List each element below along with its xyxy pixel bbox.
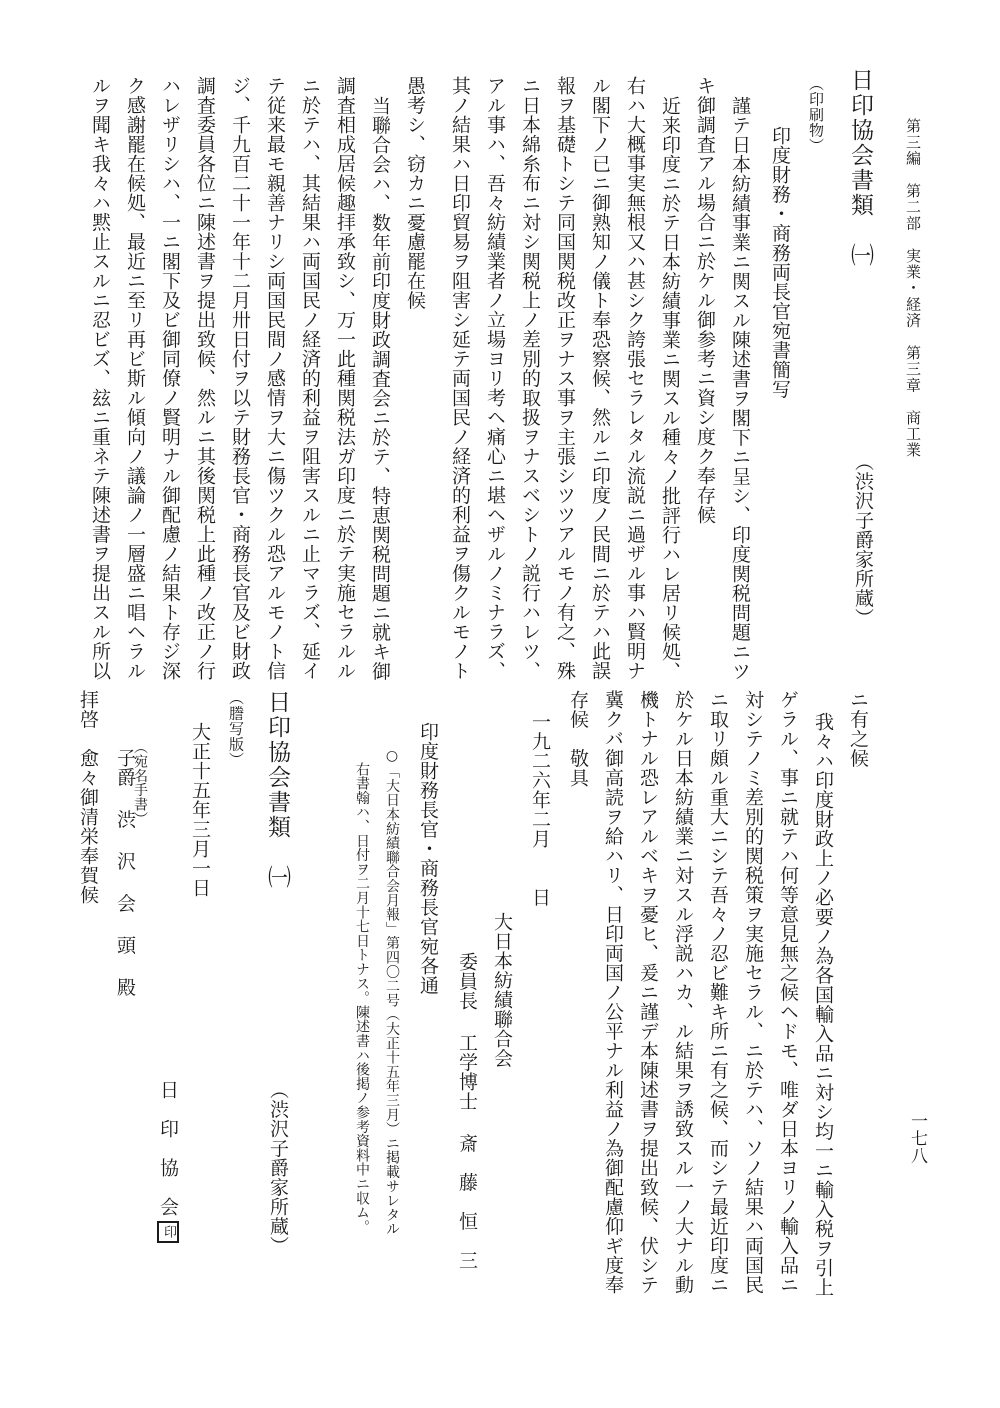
doc2-date: 大正十五年三月一日	[189, 722, 211, 898]
doc1-subtitle: 印度財務・商務両長官宛書簡写	[769, 126, 791, 399]
text-line: 我々ハ印度財政上ノ必要ノ為各国輸入品ニ対シ均一ニ輸入税ヲ引上	[812, 712, 834, 1297]
doc2-addressee: 子爵 渋 沢 会 頭 殿	[114, 748, 136, 997]
text-line: テ従来最モ親善ナリシ両国民間ノ感情ヲ大ニ傷ツクル恐アルモノト信	[264, 76, 286, 681]
doc1-note: ○「大日本紡績聯合会月報」第四〇二号（大正十五年三月）ニ掲載サレタル	[384, 748, 400, 1237]
text-line: ジ、千九百二十一年十二月卅日付ヲ以テ財務長官・商務長官及ビ財政	[229, 76, 251, 681]
text-line: 対シテノミ差別的関税策ヲ実施セラル、ニ於テハ、ソノ結果ハ両国民	[742, 690, 764, 1295]
text-line: ニ日本綿糸布ニ対シ関税上ノ差別的取扱ヲナスベシトノ説行ハレツ、	[519, 76, 541, 681]
text-line: ニ有之候	[847, 690, 869, 768]
text-line: ル閣下ノ已ニ御熟知ノ儀ト奉恐察候、然ルニ印度ノ民間ニ於テハ此誤	[589, 76, 611, 681]
text-line: キ御調査アル場合ニ於ケル御参考ニ資シ度ク奉存候	[694, 76, 716, 525]
doc1-sender-title: 委員長 工学博士 斎 藤 恒 三	[456, 952, 478, 1270]
doc2-kind: （謄写版）	[227, 690, 245, 768]
doc1-note: 右書翰ハ、日付ヲ二月十七日トナス。陳述書ハ後掲ノ参考資料中ニ収ム。	[354, 762, 370, 1234]
doc2-sender: 日 印 協 会印	[157, 1080, 179, 1243]
text-line: 謹テ日本紡績事業ニ関スル陳述書ヲ閣下ニ呈シ、印度関税問題ニツ	[729, 96, 751, 681]
doc1-sender-org: 大日本紡績聯合会	[491, 912, 513, 1068]
doc2-addr-label: （宛名手書）	[132, 740, 148, 826]
text-line: 其ノ結果ハ日印貿易ヲ阻害シ延テ両国民ノ経済的利益ヲ傷クルモノト	[449, 76, 471, 681]
doc2-source: （渋沢子爵家所蔵）	[267, 1080, 289, 1256]
doc2-greeting: 拝啓 愈々御清栄奉賀候	[77, 690, 99, 905]
text-line: 近来印度ニ於テ日本紡績事業ニ関スル種々ノ批評行ハレ居リ候処、	[659, 96, 681, 681]
text-line: 当聯合会ハ、数年前印度財政調査会ニ於テ、特恵関税問題ニ就キ御	[369, 96, 391, 681]
text-line: 存候 敬具	[567, 690, 589, 788]
text-line: 調査委員各位ニ陳述書ヲ提出致候、然ルニ其後関税上此種ノ改正ノ行	[194, 76, 216, 681]
doc1-kind: （印刷物）	[807, 76, 825, 154]
doc1-title: 日印協会書類 ㈠	[847, 68, 873, 268]
doc1-source: （渋沢子爵家所蔵）	[852, 452, 874, 628]
doc1-addressee: 印度財務長官・商務長官宛各通	[417, 722, 439, 995]
text-line: 報ヲ基礎トシテ同国関税改正ヲナス事ヲ主張シツツアルモノ有之、殊	[554, 76, 576, 681]
doc2-title: 日印協会書類 ㈠	[264, 690, 290, 890]
text-line: 冀クバ御高読ヲ給ハリ、日印両国ノ公平ナル利益ノ為御配慮仰ギ度奉	[602, 690, 624, 1295]
text-line: 右ハ大概事実無根又ハ甚シク誇張セラレタル流説ニ過ザル事ハ賢明ナ	[624, 76, 646, 681]
page-number: 一七八	[907, 1112, 927, 1165]
seal-stamp: 印	[157, 1221, 179, 1243]
text-line: ク感謝罷在候処、最近ニ至リ再ビ斯ル傾向ノ議論ノ一層盛ニ唱ヘラル	[124, 76, 146, 681]
text-line: 調査相成居候趣拝承致シ、万一此種関税法ガ印度ニ於テ実施セラルル	[334, 76, 356, 681]
text-line: 愚考シ、窃カニ憂慮罷在候	[404, 76, 426, 310]
running-head: 第三編 第二部 実業・経済 第三章 商工業	[904, 118, 922, 459]
text-line: 於ケル日本紡績業ニ対スル浮説ハカ、ル結果ヲ誘致スル一ノ大ナル動	[672, 690, 694, 1295]
text-line: ニ於テハ、其結果ハ両国民ノ経済的利益ヲ阻害スルニ止マラズ、延イ	[299, 76, 321, 681]
text-line: ゲラル、事ニ就テハ何等意見無之候ヘドモ、唯ダ日本ヨリノ輸入品ニ	[777, 690, 799, 1295]
text-line: アル事ハ、吾々紡績業者ノ立場ヨリ考ヘ痛心ニ堪ヘザルノミナラズ、	[484, 76, 506, 681]
text-line: ハレザリシハ、一ニ閣下及ビ御同僚ノ賢明ナル御配慮ノ結果ト存ジ深	[159, 76, 181, 681]
doc1-date: 一九二六年二月 日	[529, 712, 551, 907]
text-line: ニ取リ頗ル重大ニシテ吾々ノ忍ビ難キ所ニ有之候、而シテ最近印度ニ	[707, 690, 729, 1295]
text-line: ルヲ聞キ我々ハ黙止スルニ忍ビズ、玆ニ重ネテ陳述書ヲ提出スル所以	[89, 76, 111, 681]
text-line: 機トナル恐レアルベキヲ憂ヒ、爰ニ謹デ本陳述書ヲ提出致候、伏シテ	[637, 690, 659, 1295]
